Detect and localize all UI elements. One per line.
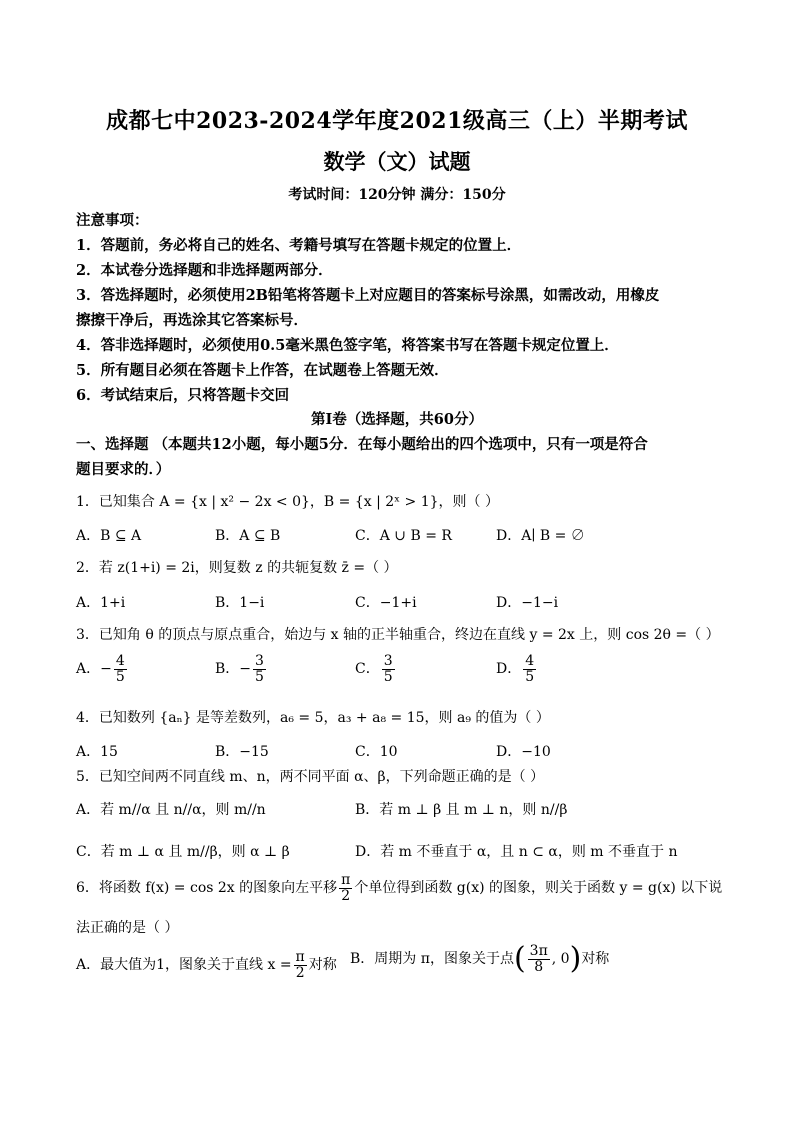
option-fraction xyxy=(523,654,536,684)
question-4-option-a: A．15 xyxy=(76,744,118,760)
left-paren: ( xyxy=(513,941,526,977)
question-1-option-d: D．A∣ B = ∅ xyxy=(496,528,585,544)
exam-title: 成都七中2023-2024学年度2021级高三（上）半期考试 xyxy=(106,108,688,134)
option-sign: − xyxy=(239,661,252,678)
fraction-numerator: π xyxy=(295,949,305,965)
fraction-numerator: 4 xyxy=(115,653,125,669)
option-sign: − xyxy=(100,661,112,678)
question-3-option-a xyxy=(76,654,129,684)
shift-fraction xyxy=(339,873,352,903)
question-2-option-b: B．1−i xyxy=(215,595,265,611)
option-fraction xyxy=(253,654,266,684)
question-5-stem: 5．已知空间两不同直线 m、n，两不同平面 α、β，下列命题正确的是（ ） xyxy=(76,769,545,785)
question-1-option-a: A．B ⊆ A xyxy=(76,528,142,544)
notes-heading: 注意事项： xyxy=(76,212,149,229)
fraction-denominator: 8 xyxy=(534,958,544,975)
question-5-option-c: C．若 m ⊥ α 且 m//β，则 α ⊥ β xyxy=(76,844,290,860)
exam-subtitle: 数学（文）试题 xyxy=(323,149,471,174)
exam-info: 考试时间：120分钟 满分：150分 xyxy=(288,187,506,203)
question-3-option-c xyxy=(355,654,397,684)
note-line: 2．本试卷分选择题和非选择题两部分． xyxy=(76,262,333,279)
question-5-option-d: D．若 m 不垂直于 α，且 n ⊂ α，则 m 不垂直于 n xyxy=(355,844,678,860)
fraction-denominator: 5 xyxy=(115,668,125,685)
note-line: 5．所有题目必须在答题卡上作答，在试题卷上答题无效． xyxy=(76,362,449,379)
question-2-option-a: A．1+i xyxy=(76,595,126,611)
point-tail: , 0 xyxy=(551,951,570,968)
fraction-denominator: 5 xyxy=(525,668,535,685)
question-1-option-b: B．A ⊆ B xyxy=(215,528,281,544)
option-fraction xyxy=(382,654,395,684)
fraction-denominator: 2 xyxy=(341,887,351,904)
fraction-numerator: 4 xyxy=(525,653,535,669)
question-4-stem: 4．已知数列 {aₙ} 是等差数列，a₆ = 5，a₃ + a₈ = 15，则 a₉ 的值为（ ） xyxy=(76,710,550,726)
note-line: 1．答题前，务必将自己的姓名、考籍号填写在答题卡规定的位置上． xyxy=(76,237,522,254)
fraction-numerator: 3π xyxy=(529,943,548,959)
question-6-stem xyxy=(76,873,722,903)
question-3-option-d xyxy=(496,654,538,684)
question-2-option-d: D．−1−i xyxy=(496,595,559,611)
fraction-denominator: 5 xyxy=(255,668,264,685)
option-label: B． xyxy=(215,661,240,678)
note-line: 6．考试结束后，只将答题卡交回 xyxy=(76,387,290,404)
fraction-denominator: 2 xyxy=(295,964,305,981)
question-6-option-b xyxy=(350,941,610,977)
option-fraction xyxy=(294,950,307,980)
question-2-option-c: C．−1+i xyxy=(355,595,417,611)
option-text: A．最大值为1，图象关于直线 x = xyxy=(76,957,292,974)
option-label: A． xyxy=(76,661,101,678)
option-label: D． xyxy=(496,661,522,678)
section-title: 第Ⅰ卷（选择题，共60分） xyxy=(311,411,483,428)
question-3-option-b xyxy=(215,654,268,684)
fraction-denominator: 5 xyxy=(383,668,393,685)
question-4-option-c: C．10 xyxy=(355,744,398,760)
question-5-option-a: A．若 m//α 且 n//α，则 m//n xyxy=(76,802,266,818)
question-4-option-d: D．−10 xyxy=(496,744,551,760)
fraction-numerator: 3 xyxy=(255,653,264,669)
option-text: 对称 xyxy=(308,957,337,974)
question-2-stem: 2．若 z(1+i) = 2i，则复数 z 的共轭复数 z̄ =（ ） xyxy=(76,560,398,576)
question-6-stem-part: 个单位得到函数 g(x) 的图象，则关于函数 y = g(x) 以下说 xyxy=(354,880,723,897)
question-6-option-a xyxy=(76,950,337,980)
option-label: C． xyxy=(355,661,380,678)
section-intro: 题目要求的．） xyxy=(76,461,171,478)
question-6-stem-line2: 法正确的是（ ） xyxy=(76,920,179,936)
option-fraction xyxy=(528,944,550,974)
question-4-option-b: B．−15 xyxy=(215,744,269,760)
section-intro: 一、选择题 （本题共12小题，每小题5分．在每小题给出的四个选项中，只有一项是符合 xyxy=(76,436,648,453)
question-1-stem: 1．已知集合 A = {x | x² − 2x < 0}，B = {x | 2ˣ > 1}，则（ ） xyxy=(76,494,499,510)
question-6-stem-part: 6．将函数 f(x) = cos 2x 的图象向左平移 xyxy=(76,880,338,897)
fraction-numerator: π xyxy=(341,872,351,888)
fraction-numerator: 3 xyxy=(383,653,393,669)
right-paren: ) xyxy=(569,941,582,977)
question-3-stem: 3．已知角 θ 的顶点与原点重合，始边与 x 轴的正半轴重合，终边在直线 y = 2x 上，则 cos 2θ =（ ） xyxy=(76,627,720,643)
option-fraction xyxy=(114,654,127,684)
option-text: 对称 xyxy=(581,951,610,968)
note-line: 3．答选择题时，必须使用2B铅笔将答题卡上对应题目的答案标号涂黑，如需改动，用橡皮 xyxy=(76,287,660,304)
note-line: 擦擦干净后，再选涂其它答案标号． xyxy=(76,312,308,329)
question-1-option-c: C．A ∪ B = R xyxy=(355,528,452,544)
question-5-option-b: B．若 m ⊥ β 且 m ⊥ n，则 n//β xyxy=(355,802,568,818)
note-line: 4．答非选择题时，必须使用0.5毫米黑色签字笔，将答案书写在答题卡规定位置上． xyxy=(76,337,619,354)
option-text: B．周期为 π，图象关于点 xyxy=(350,951,514,968)
